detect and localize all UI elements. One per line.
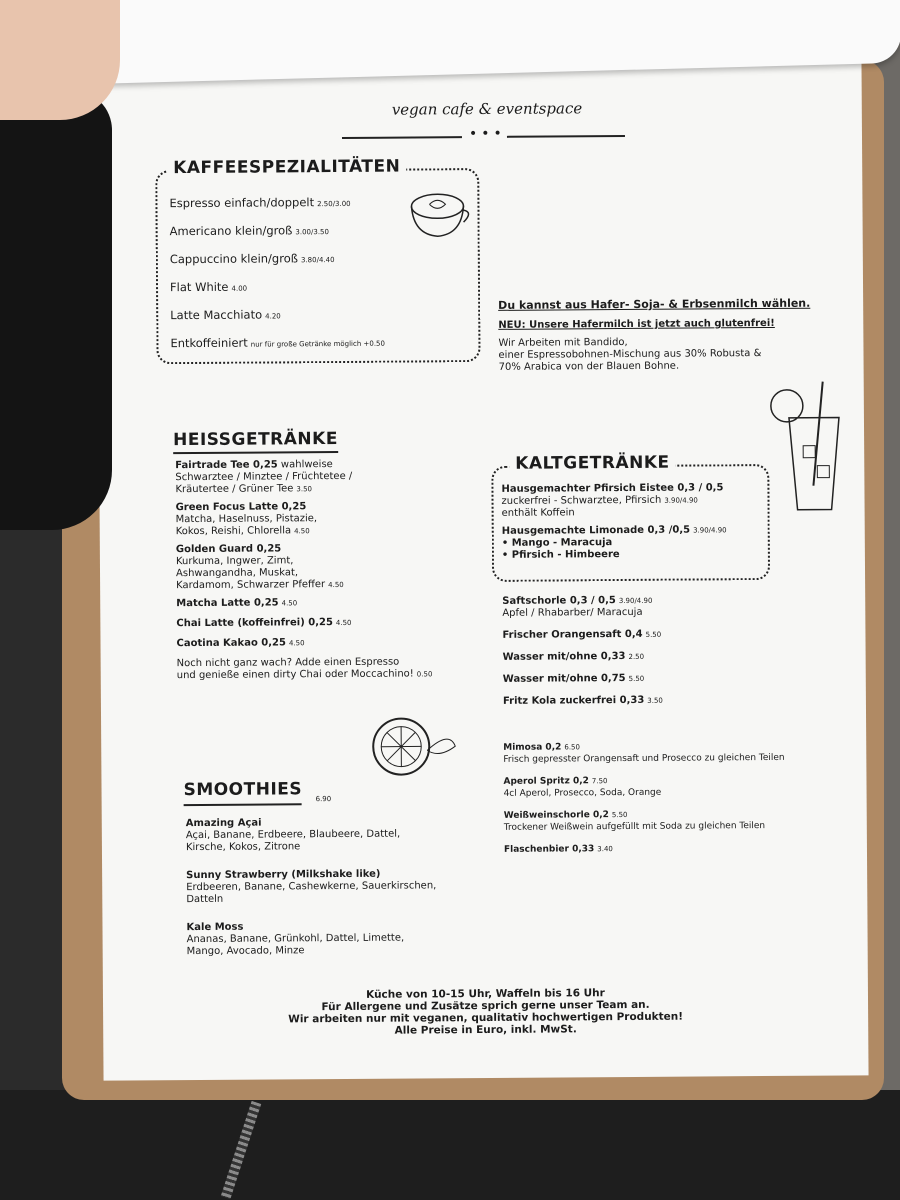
- alcohol-list: [503, 739, 844, 855]
- footer-line4: Alle Preise in Euro, inkl. MwSt.: [394, 1023, 577, 1037]
- heiss-item: Matcha Latte 0,25 4.50: [176, 597, 298, 610]
- heiss-item: Fairtrade Tee 0,25 wahlweise Schwarztee / Minztee / Früchtetee / Kräutertee / Grüner Tee 3.50: [175, 459, 353, 496]
- heiss-item: Chai Latte (koffeinfrei) 0,25 4.50: [176, 617, 352, 630]
- alcohol-item: Mimosa 0,2 6.50 Frisch gepresster Orangensaft und Prosecco zu gleichen Teilen: [503, 742, 785, 765]
- menu-page: [96, 57, 868, 1080]
- footer-line3: Wir arbeiten nur mit veganen, qualitativ hochwertigen Produkten!: [288, 1010, 684, 1026]
- milk-info: [498, 297, 859, 374]
- heiss-note: Noch nicht ganz wach? Adde einen Espresso und genieße einen dirty Chai oder Moccachino! 0.50: [176, 656, 433, 682]
- footer-line1: Küche von 10-15 Uhr, Waffeln bis 16 Uhr: [366, 987, 605, 1001]
- heiss-item: Green Focus Latte 0,25 Matcha, Haselnuss, Pistazie, Kokos, Reishi, Chlorella 4.50: [175, 501, 318, 538]
- smoothies-price: 6.90: [315, 795, 332, 804]
- kalt-item: Hausgemachter Pfirsich Eistee 0,3 / 0,5 zuckerfrei - Schwarztee, Pfirsich 3.90/4.90 enthält Koffein: [501, 482, 724, 519]
- kaffee-item: Espresso einfach/doppelt 2.50/3.00: [169, 195, 351, 211]
- heiss-title: HEISSGETRÄNKE: [173, 429, 338, 451]
- kalt-title: KALTGETRÄNKE: [509, 453, 676, 474]
- smoothies-underline: [184, 803, 302, 806]
- smoothie-item: Amazing Açai Açai, Banane, Erdbeere, Blaubeere, Dattel, Kirsche, Kokos, Zitrone: [185, 817, 401, 854]
- footer-line2: Für Allergene und Zusätze sprich gerne unser Team an.: [321, 998, 650, 1014]
- heiss-list: [175, 458, 477, 682]
- alcohol-item: Aperol Spritz 0,2 7.50 4cl Aperol, Prosecco, Soda, Orange: [503, 776, 662, 799]
- kalt-item: Hausgemachte Limonade 0,3 /0,5 3.90/4.90 • Mango - Maracuja • Pfirsich - Himbeere: [501, 524, 727, 561]
- iced-drink-icon: [767, 375, 858, 516]
- kaffee-item: Latte Macchiato 4.20: [170, 307, 281, 323]
- kalt-more-item: Fritz Kola zuckerfrei 0,33 3.50: [502, 694, 663, 707]
- kaffee-item: Flat White 4.00: [169, 279, 248, 295]
- coffee-cup-icon: [407, 188, 471, 242]
- header-divider-right: [507, 135, 625, 138]
- kalt-more-list: [502, 594, 803, 708]
- kalt-more-item: Saftschorle 0,3 / 0,5 3.90/4.90 Apfel / Rhabarber/ Maracuja: [502, 595, 653, 619]
- smoothies-title: SMOOTHIES: [183, 779, 303, 801]
- alcohol-item: Flaschenbier 0,33 3.40: [503, 844, 613, 855]
- kalt-more-item: Wasser mit/ohne 0,33 2.50: [502, 651, 645, 663]
- kaffee-item: Cappuccino klein/groß 3.80/4.40: [169, 251, 335, 267]
- footer: [103, 985, 868, 1038]
- kalt-more-item: Frischer Orangensaft 0,4 5.50: [502, 628, 662, 641]
- smoothie-item: Sunny Strawberry (Milkshake like) Erdbeeren, Banane, Cashewkerne, Sauerkirschen, Datteln: [186, 868, 437, 906]
- heiss-item: Caotina Kakao 0,25 4.50: [176, 637, 305, 650]
- tagline: vegan cafe & eventspace: [391, 99, 583, 119]
- hand: [0, 0, 120, 120]
- header-divider-left: [342, 136, 462, 139]
- header-dots: •••: [468, 125, 506, 143]
- heiss-underline: [173, 451, 338, 454]
- alcohol-item: Weißweinschorle 0,2 5.50 Trockener Weißwein aufgefüllt mit Soda zu gleichen Teilen: [503, 810, 766, 833]
- kalt-list: [501, 482, 762, 562]
- kaffee-item: Americano klein/groß 3.00/3.50: [169, 223, 329, 239]
- kaffee-list: [169, 195, 385, 353]
- kaffee-item: Entkoffeiniert nur für große Getränke möglich +0.50: [170, 335, 385, 351]
- heiss-item: Golden Guard 0,25 Kurkuma, Ingwer, Zimt, Ashwangandha, Muskat, Kardamom, Schwarzer Pfeffer 4.50: [175, 543, 344, 592]
- milk-line3: Wir Arbeiten mit Bandido,: [498, 336, 628, 349]
- smoothie-item: Kale Moss Ananas, Banane, Grünkohl, Dattel, Limette, Mango, Avocado, Minze: [186, 921, 405, 958]
- milk-line5: 70% Arabica von der Blauen Bohne.: [498, 360, 680, 373]
- kaffee-title: KAFFEESPEZIALITÄTEN: [167, 157, 406, 179]
- sleeve: [0, 90, 112, 530]
- background-bottom: [0, 1090, 900, 1200]
- milk-line1: Du kannst aus Hafer- Soja- & Erbsenmilch wählen.: [498, 296, 811, 312]
- milk-line4: einer Espressobohnen-Mischung aus 30% Robusta &: [498, 348, 762, 361]
- kalt-more-item: Wasser mit/ohne 0,75 5.50: [502, 673, 645, 685]
- lemon-icon: [369, 710, 460, 783]
- smoothies-list: [186, 816, 477, 958]
- milk-line2: NEU: Unsere Hafermilch ist jetzt auch glutenfrei!: [498, 317, 775, 331]
